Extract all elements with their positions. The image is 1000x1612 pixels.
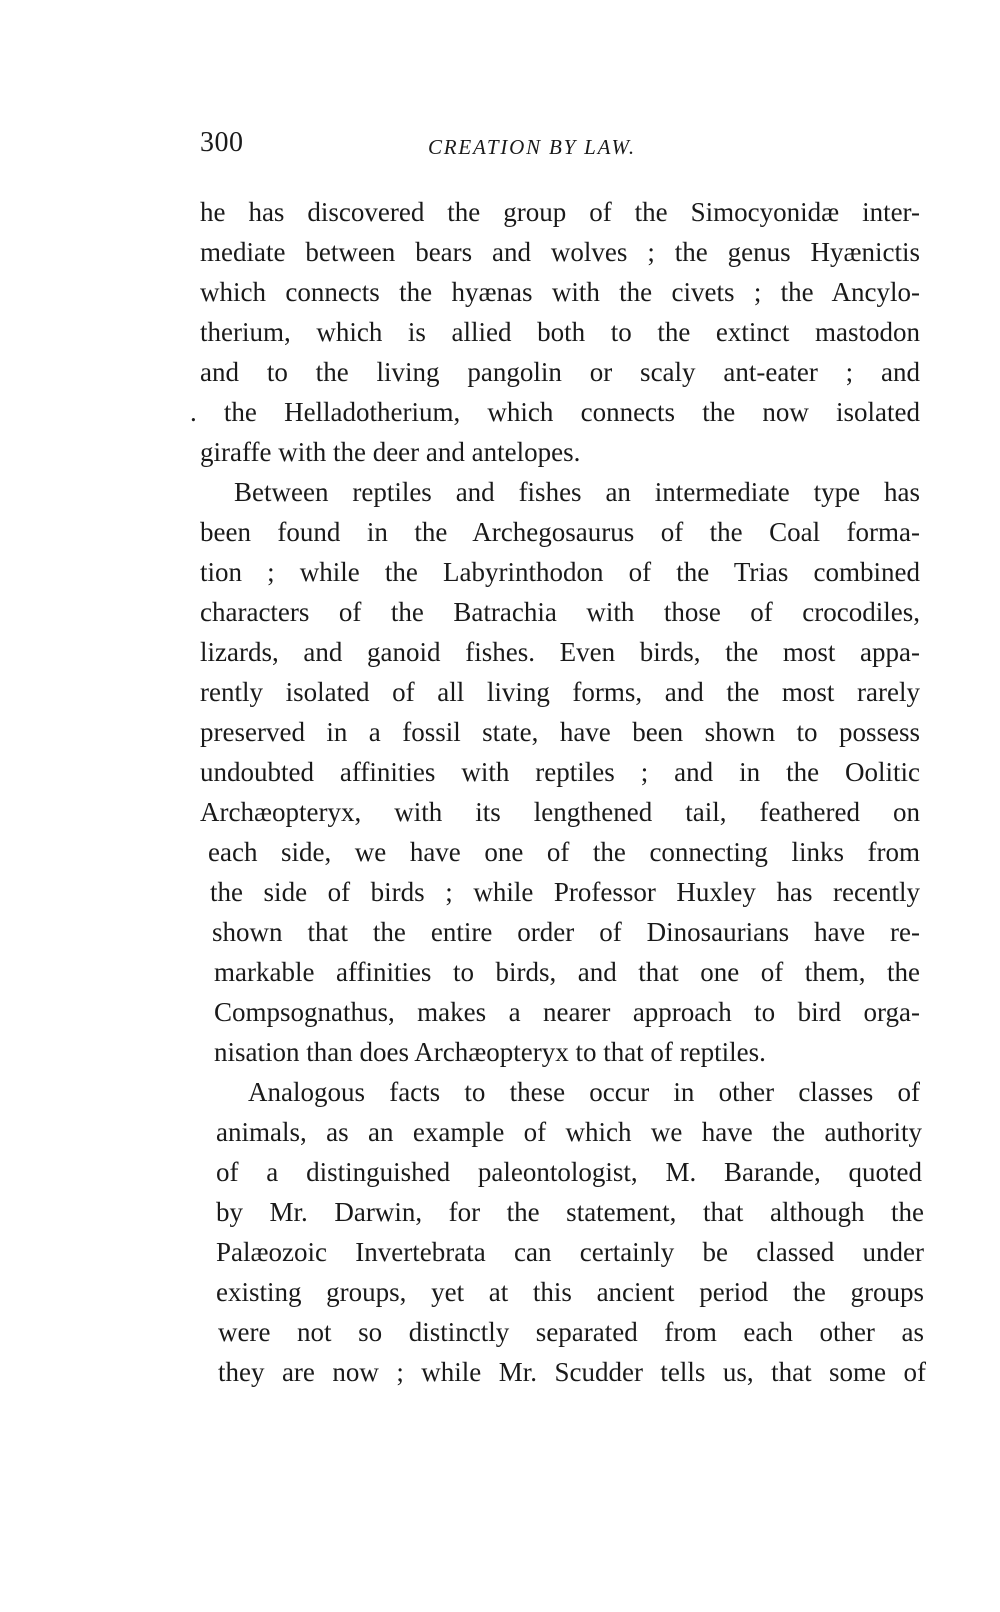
text-line: mediate between bears and wolves ; the genus Hyænictis — [200, 237, 920, 267]
text-line: existing groups, yet at this ancient period the groups — [216, 1277, 924, 1307]
text-line: the side of birds ; while Professor Huxley has recently — [210, 877, 920, 907]
text-line: Archæopteryx, with its lengthened tail, feathered on — [200, 797, 920, 827]
text-line: which connects the hyænas with the civets ; the Ancylo- — [200, 277, 920, 307]
paragraph — [190, 192, 920, 472]
text-line: rently isolated of all living forms, and the most rarely — [200, 677, 920, 707]
text-line: by Mr. Darwin, for the statement, that although the — [216, 1197, 924, 1227]
text-line: markable affinities to birds, and that one of them, the — [214, 957, 920, 987]
text-line: of a distinguished paleontologist, M. Barande, quoted — [216, 1157, 922, 1187]
text-line: undoubted affinities with reptiles ; and in the Oolitic — [200, 757, 920, 787]
text-line: and to the living pangolin or scaly ant-eater ; and — [200, 357, 920, 387]
text-line: shown that the entire order of Dinosaurians have re- — [212, 917, 920, 947]
page-header — [200, 126, 930, 166]
text-line: each side, we have one of the connecting links from — [208, 837, 920, 867]
text-line: characters of the Batrachia with those of crocodiles, — [200, 597, 920, 627]
paragraph — [200, 472, 920, 1072]
page-number: 300 — [200, 127, 244, 158]
text-line: preserved in a fossil state, have been shown to possess — [200, 717, 920, 747]
running-head: CREATION BY LAW. — [428, 135, 636, 159]
text-line: he has discovered the group of the Simocyonidæ inter- — [200, 197, 920, 227]
text-line: therium, which is allied both to the extinct mastodon — [200, 317, 920, 347]
text-line: they are now ; while Mr. Scudder tells us, that some of — [218, 1357, 926, 1387]
text-line: Compsognathus, makes a nearer approach to bird orga- — [214, 997, 920, 1027]
text-line: lizards, and ganoid fishes. Even birds, the most appa- — [200, 637, 920, 667]
text-line: . the Helladotherium, which connects the now isolated — [190, 397, 920, 427]
text-line: Palæozoic Invertebrata can certainly be classed under — [216, 1237, 924, 1267]
text-line: Analogous facts to these occur in other classes of — [248, 1077, 920, 1107]
text-line: giraffe with the deer and antelopes. — [200, 437, 581, 467]
body-text — [190, 192, 926, 1392]
text-line: been found in the Archegosaurus of the Coal forma- — [200, 517, 920, 547]
text-line: animals, as an example of which we have the authority — [216, 1117, 922, 1147]
text-line: were not so distinctly separated from each other as — [218, 1317, 924, 1347]
paragraph — [200, 1072, 926, 1392]
text-line: Between reptiles and fishes an intermediate type has — [234, 477, 920, 507]
text-line: tion ; while the Labyrinthodon of the Trias combined — [200, 557, 920, 587]
text-line: nisation than does Archæopteryx to that of reptiles. — [214, 1037, 766, 1067]
